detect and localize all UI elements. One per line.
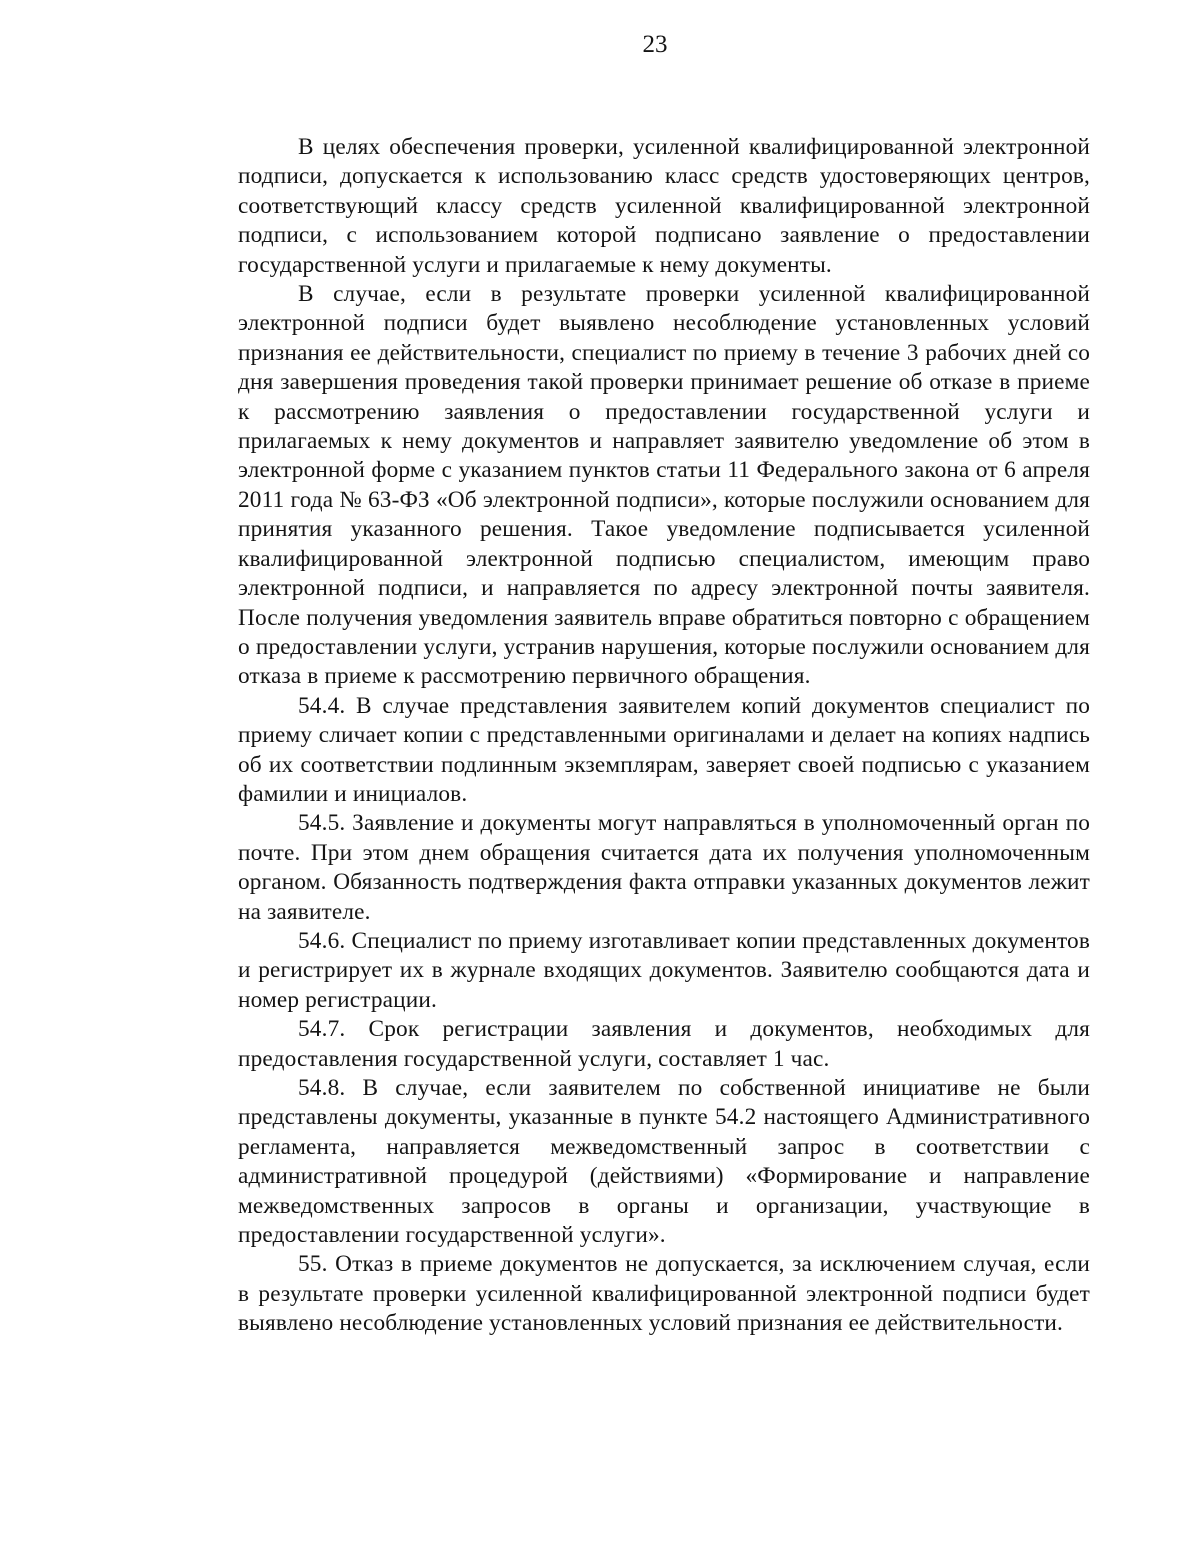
paragraph-54-4: 54.4. В случае представления заявителем копий документов специалист по приему сличает копии с представленными оригиналами и делает на копиях надпись об их соответствии подлинным экземплярам, заверяет своей подписью с указанием фамилии и инициалов.: [238, 692, 1090, 807]
page-number: 23: [642, 31, 668, 58]
paragraph-verification-failure: В случае, если в результате проверки усиленной квалифицированной электронной подписи будет выявлено несоблюдение установленных условий признания ее действительности, специалист по приему в течение 3 рабочих дней со дня завершения проведения такой проверки принимает решение об отказе в приеме к рассмотрению заявления о предоставлении государственной услуги и прилагаемых к нему документов и направляет заявителю уведомление об этом в электронной форме с указанием пунктов статьи 11 Федерального закона от 6 апреля 2011 года № 63-ФЗ «Об электронной подписи», которые послужили основанием для принятия указанного решения. Такое уведомление подписывается усиленной квалифицированной электронной подписью специалистом, имеющим право электронной подписи, и направляется по адресу электронной почты заявителя. После получения уведомления заявитель вправе обратиться повторно с обращением о предоставлении услуги, устранив нарушения, которые послужили основанием для отказа в приеме к рассмотрению первичного обращения.: [238, 281, 1090, 690]
paragraph-signature-verification: В целях обеспечения проверки, усиленной квалифицированной электронной подписи, допускается к использованию класс средств удостоверяющих центров, соответствующий классу средств усиленной квалифицированной электронной подписи, с использованием которой подписано заявление о предоставлении государственной услуги и прилагаемые к нему документы.: [238, 134, 1090, 278]
paragraph-55: 55. Отказ в приеме документов не допускается, за исключением случая, если в результате проверки усиленной квалифицированной электронной подписи будет выявлено несоблюдение установленных условий признания ее действительности.: [238, 1251, 1090, 1337]
document-body: [238, 133, 1090, 1339]
paragraph-54-5: 54.5. Заявление и документы могут направляться в уполномоченный орган по почте. При этом днем обращения считается дата их получения уполномоченным органом. Обязанность подтверждения факта отправки указанных документов лежит на заявителе.: [238, 810, 1090, 925]
paragraph-54-8: 54.8. В случае, если заявителем по собственной инициативе не были представлены документы, указанные в пункте 54.2 настоящего Административного регламента, направляется межведомственный запрос в соответствии с административной процедурой (действиями) «Формирование и направление межведомственных запросов в органы и организации, участвующие в предоставлении государственной услуги».: [238, 1075, 1090, 1249]
paragraph-54-7: 54.7. Срок регистрации заявления и документов, необходимых для предоставления государственной услуги, составляет 1 час.: [238, 1016, 1090, 1072]
paragraph-54-6: 54.6. Специалист по приему изготавливает копии представленных документов и регистрирует их в журнале входящих документов. Заявителю сообщаются дата и номер регистрации.: [238, 927, 1090, 1013]
